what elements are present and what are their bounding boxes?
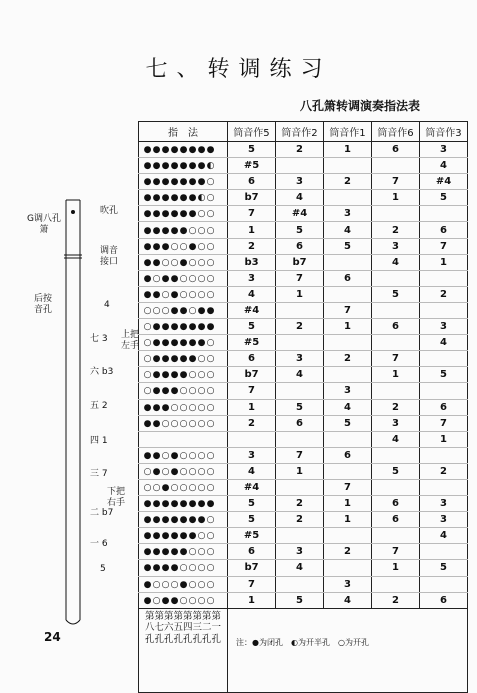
fingering-holes: ●●●○○○○○ xyxy=(139,399,228,415)
note-cell: 3 xyxy=(228,270,276,286)
hole-labels xyxy=(139,608,228,692)
table-row xyxy=(139,399,468,415)
note-cell xyxy=(420,302,468,318)
note-cell: 3 xyxy=(420,496,468,512)
note-cell xyxy=(324,190,372,206)
note-cell: 5 xyxy=(276,222,324,238)
flute-note: 七 3 xyxy=(90,334,108,344)
fingering-holes: ○●○●○○○○ xyxy=(139,463,228,479)
hole-label: 第三孔 xyxy=(192,610,203,645)
note-cell: 1 xyxy=(324,319,372,335)
note-cell: 3 xyxy=(372,238,420,254)
note-cell: #5 xyxy=(228,158,276,174)
fingering-holes: ●●○○●○○○ xyxy=(139,254,228,270)
fingering-holes: ○●●●○○○○ xyxy=(139,383,228,399)
note-cell: 6 xyxy=(372,319,420,335)
flute-note: 4 xyxy=(104,300,110,310)
table-row xyxy=(139,238,468,254)
note-cell xyxy=(324,367,372,383)
note-cell xyxy=(228,431,276,447)
page-title: 七、转调练习 xyxy=(145,57,332,82)
note-cell: #4 xyxy=(228,302,276,318)
note-cell xyxy=(420,206,468,222)
fingering-holes: ●○●●○○○○ xyxy=(139,270,228,286)
table-row xyxy=(139,158,468,174)
note-cell xyxy=(276,302,324,318)
note-cell xyxy=(420,479,468,495)
note-cell: 5 xyxy=(228,142,276,158)
note-cell: 3 xyxy=(324,206,372,222)
note-cell: 2 xyxy=(372,222,420,238)
note-cell xyxy=(324,463,372,479)
header-key: 筒音作3 xyxy=(420,122,468,142)
fingering-holes: ○○●○○○○○ xyxy=(139,479,228,495)
note-cell xyxy=(372,206,420,222)
fingering-holes: ○●●●●○○○ xyxy=(139,367,228,383)
note-cell xyxy=(276,431,324,447)
legend: 注：●为闭孔 ◐为开半孔 ○为开孔 xyxy=(228,608,468,692)
fingering-holes: ●●●●●●○○ xyxy=(139,528,228,544)
note-cell xyxy=(372,158,420,174)
note-cell: 6 xyxy=(276,238,324,254)
note-cell xyxy=(276,576,324,592)
fingering-holes: ●●●●●●●● xyxy=(139,142,228,158)
note-cell: 6 xyxy=(228,544,276,560)
note-cell xyxy=(276,383,324,399)
fingering-holes: ●○○○●○○○ xyxy=(139,576,228,592)
note-cell: 7 xyxy=(276,270,324,286)
table-row xyxy=(139,512,468,528)
note-cell: 6 xyxy=(276,415,324,431)
header-key: 筒音作5 xyxy=(228,122,276,142)
table-row xyxy=(139,367,468,383)
note-cell: 5 xyxy=(372,286,420,302)
note-cell: 6 xyxy=(372,496,420,512)
fingering-holes: ○○○●●○●● xyxy=(139,302,228,318)
header-key: 筒音作6 xyxy=(372,122,420,142)
note-cell xyxy=(324,560,372,576)
header-fingering: 指 法 xyxy=(139,122,228,142)
note-cell xyxy=(372,302,420,318)
note-cell xyxy=(372,447,420,463)
hole-label: 第四孔 xyxy=(183,610,193,645)
fingering-holes: ○●●●●●○○ xyxy=(139,351,228,367)
note-cell: 4 xyxy=(420,528,468,544)
note-cell: 5 xyxy=(228,319,276,335)
note-cell: 1 xyxy=(324,496,372,512)
note-cell: b7 xyxy=(228,560,276,576)
note-cell xyxy=(324,254,372,270)
note-cell: 4 xyxy=(420,335,468,351)
note-cell xyxy=(276,528,324,544)
note-cell: 3 xyxy=(420,319,468,335)
table-row xyxy=(139,544,468,560)
fingering-table xyxy=(138,121,468,693)
table-row xyxy=(139,576,468,592)
table-row xyxy=(139,479,468,495)
flute-diagram xyxy=(0,0,140,640)
fingering-holes: ○●●●●●●● xyxy=(139,319,228,335)
note-cell: 4 xyxy=(228,286,276,302)
hole-label: 第二孔 xyxy=(202,610,212,645)
note-cell: 4 xyxy=(324,222,372,238)
table-row xyxy=(139,592,468,608)
note-cell: 6 xyxy=(420,399,468,415)
note-cell: b7 xyxy=(228,190,276,206)
note-cell xyxy=(372,528,420,544)
header-key: 筒音作1 xyxy=(324,122,372,142)
note-cell: 2 xyxy=(420,286,468,302)
note-cell: 1 xyxy=(276,286,324,302)
note-cell: 2 xyxy=(372,399,420,415)
note-cell xyxy=(276,158,324,174)
note-cell xyxy=(324,528,372,544)
lower-hand-label: 下把右手 xyxy=(106,487,125,508)
note-cell: 6 xyxy=(372,512,420,528)
note-cell: 5 xyxy=(372,463,420,479)
note-cell: 4 xyxy=(324,399,372,415)
fingering-holes: ●●●○○●○○ xyxy=(139,238,228,254)
table-row xyxy=(139,383,468,399)
fingering-holes: ●●●●○○○○ xyxy=(139,560,228,576)
note-cell: 4 xyxy=(372,254,420,270)
fingering-holes: ●●●●●●○○ xyxy=(139,206,228,222)
fingering-holes: ●●●●●●●◐ xyxy=(139,158,228,174)
note-cell: 7 xyxy=(372,351,420,367)
note-cell: 6 xyxy=(372,142,420,158)
note-cell: #4 xyxy=(420,174,468,190)
table-row xyxy=(139,431,468,447)
note-cell: 7 xyxy=(372,544,420,560)
table-row xyxy=(139,254,468,270)
flute-note: 5 xyxy=(100,564,106,574)
note-cell: 2 xyxy=(228,415,276,431)
note-cell xyxy=(420,447,468,463)
table-row xyxy=(139,463,468,479)
note-cell: 5 xyxy=(420,367,468,383)
note-cell: 7 xyxy=(228,576,276,592)
note-cell: 7 xyxy=(228,383,276,399)
note-cell xyxy=(276,479,324,495)
fingering-holes: ●●●●●●●○ xyxy=(139,174,228,190)
note-cell: 4 xyxy=(324,592,372,608)
table-row xyxy=(139,319,468,335)
note-cell xyxy=(324,431,372,447)
table-row xyxy=(139,351,468,367)
note-cell: 2 xyxy=(276,142,324,158)
note-cell: 1 xyxy=(372,190,420,206)
note-cell: 6 xyxy=(324,270,372,286)
note-cell: 2 xyxy=(324,174,372,190)
note-cell: 3 xyxy=(228,447,276,463)
note-cell: 1 xyxy=(372,367,420,383)
fingering-holes: ●●●●●○○○ xyxy=(139,222,228,238)
table-row xyxy=(139,302,468,318)
fingering-holes: ○●●●●●●○ xyxy=(139,335,228,351)
note-cell: 7 xyxy=(276,447,324,463)
note-cell xyxy=(420,270,468,286)
note-cell: 1 xyxy=(228,222,276,238)
flute-note: 三 7 xyxy=(90,469,108,479)
note-cell xyxy=(324,335,372,351)
note-cell: 3 xyxy=(372,415,420,431)
note-cell: 5 xyxy=(228,512,276,528)
note-cell: 1 xyxy=(324,512,372,528)
note-cell: 1 xyxy=(420,254,468,270)
table-row xyxy=(139,335,468,351)
note-cell xyxy=(372,270,420,286)
fingering-holes xyxy=(139,431,228,447)
note-cell: 2 xyxy=(276,496,324,512)
note-cell: 6 xyxy=(228,174,276,190)
flute-note: 一 6 xyxy=(90,539,108,549)
hole-label: 第一孔 xyxy=(211,610,222,645)
note-cell: 4 xyxy=(420,158,468,174)
back-hole-label: 后按音孔 xyxy=(33,294,52,315)
note-cell: 2 xyxy=(324,544,372,560)
note-cell: 2 xyxy=(324,351,372,367)
hole-label: 第七孔 xyxy=(154,610,165,645)
note-cell: #4 xyxy=(228,479,276,495)
flute-note: 二 b7 xyxy=(90,508,114,518)
hole-label: 第八孔 xyxy=(145,610,155,645)
note-cell: 1 xyxy=(420,431,468,447)
note-cell: 7 xyxy=(228,206,276,222)
note-cell xyxy=(420,544,468,560)
table-row xyxy=(139,286,468,302)
note-cell: b3 xyxy=(228,254,276,270)
note-cell: 5 xyxy=(276,592,324,608)
note-cell: 3 xyxy=(276,544,324,560)
note-cell: 5 xyxy=(324,238,372,254)
note-cell: 4 xyxy=(276,367,324,383)
flute-note: 六 b3 xyxy=(90,367,114,377)
note-cell: 4 xyxy=(372,431,420,447)
note-cell: 1 xyxy=(228,399,276,415)
note-cell: 2 xyxy=(276,319,324,335)
note-cell xyxy=(420,383,468,399)
note-cell: 6 xyxy=(420,222,468,238)
note-cell: 5 xyxy=(420,560,468,576)
note-cell: #5 xyxy=(228,528,276,544)
note-cell: 2 xyxy=(372,592,420,608)
note-cell: 7 xyxy=(324,302,372,318)
table-row xyxy=(139,496,468,512)
note-cell xyxy=(420,351,468,367)
note-cell xyxy=(372,383,420,399)
table-row xyxy=(139,270,468,286)
blow-hole-label: 吹孔 xyxy=(100,206,119,216)
fingering-holes: ●●●●●●●● xyxy=(139,496,228,512)
fingering-holes: ●●●●●○○○ xyxy=(139,544,228,560)
note-cell: 7 xyxy=(324,479,372,495)
note-cell: #4 xyxy=(276,206,324,222)
note-cell xyxy=(372,335,420,351)
table-row xyxy=(139,447,468,463)
note-cell xyxy=(372,576,420,592)
page-number: 24 xyxy=(44,630,61,644)
note-cell xyxy=(324,286,372,302)
note-cell: 3 xyxy=(420,512,468,528)
note-cell: 2 xyxy=(276,512,324,528)
note-cell xyxy=(276,335,324,351)
note-cell: 1 xyxy=(228,592,276,608)
table-row xyxy=(139,206,468,222)
hole-label: 第六孔 xyxy=(164,610,174,645)
note-cell: 1 xyxy=(324,142,372,158)
fingering-holes: ●●○●○○○○ xyxy=(139,286,228,302)
note-cell: b7 xyxy=(276,254,324,270)
note-cell: 6 xyxy=(228,351,276,367)
note-cell: 3 xyxy=(276,174,324,190)
hole-label: 第五孔 xyxy=(173,610,184,645)
note-cell: 7 xyxy=(372,174,420,190)
note-cell: 3 xyxy=(324,576,372,592)
note-cell: 6 xyxy=(324,447,372,463)
note-cell: 3 xyxy=(276,351,324,367)
flute-note: 五 2 xyxy=(90,401,108,411)
note-cell: 1 xyxy=(372,560,420,576)
note-cell xyxy=(372,479,420,495)
note-cell: 7 xyxy=(420,238,468,254)
table-row xyxy=(139,222,468,238)
table-row xyxy=(139,415,468,431)
note-cell: #5 xyxy=(228,335,276,351)
note-cell: 4 xyxy=(276,560,324,576)
note-cell: 5 xyxy=(228,496,276,512)
note-cell: 5 xyxy=(324,415,372,431)
header-key: 筒音作2 xyxy=(276,122,324,142)
table-title: 八孔箫转调演奏指法表 xyxy=(299,99,420,113)
note-cell: b7 xyxy=(228,367,276,383)
table-row xyxy=(139,174,468,190)
g-key-label: G调八孔箫 xyxy=(27,214,61,235)
note-cell: 6 xyxy=(420,592,468,608)
note-cell: 3 xyxy=(324,383,372,399)
table-row xyxy=(139,142,468,158)
table-row xyxy=(139,560,468,576)
note-cell: 4 xyxy=(228,463,276,479)
upper-hand-label: 上把左手 xyxy=(120,330,139,351)
note-cell: 2 xyxy=(420,463,468,479)
note-cell: 3 xyxy=(420,142,468,158)
note-cell xyxy=(324,158,372,174)
fingering-holes: ●●○○○○○○ xyxy=(139,415,228,431)
fingering-holes: ●○●●○○○○ xyxy=(139,592,228,608)
note-cell: 1 xyxy=(276,463,324,479)
note-cell xyxy=(420,576,468,592)
flute-note: 四 1 xyxy=(90,436,108,446)
note-cell: 2 xyxy=(228,238,276,254)
fingering-holes: ●●●●●●●○ xyxy=(139,512,228,528)
note-cell: 5 xyxy=(276,399,324,415)
table-row xyxy=(139,190,468,206)
tuning-label: 调音接口 xyxy=(99,246,118,267)
fingering-holes: ●●●●●●◐○ xyxy=(139,190,228,206)
note-cell: 7 xyxy=(420,415,468,431)
fingering-holes: ●●○●○○○○ xyxy=(139,447,228,463)
note-cell: 4 xyxy=(276,190,324,206)
note-cell: 5 xyxy=(420,190,468,206)
table-row xyxy=(139,528,468,544)
